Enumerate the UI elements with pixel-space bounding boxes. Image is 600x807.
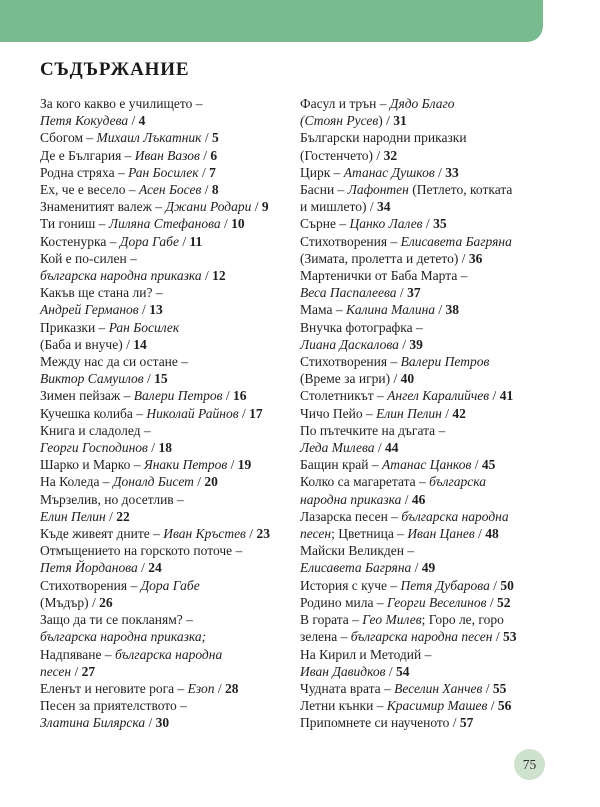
toc-line: Колко са магаретата – българска: [300, 474, 486, 490]
toc-line: Чудната врата – Веселин Ханчев / 55: [300, 680, 507, 696]
toc-line: (Гостенчето) / 32: [300, 147, 398, 163]
toc-line: (Зимата, пролетта и детето) / 36: [300, 250, 483, 266]
toc-line: Майски Великден –: [300, 543, 415, 559]
toc-line: Елин Пелин / 22: [40, 508, 130, 524]
toc-line: Лиана Даскалова / 39: [300, 336, 423, 352]
toc-line: На Коледа – Доналд Бисет / 20: [40, 474, 218, 490]
toc-line: Сърне – Цанко Лалев / 35: [300, 216, 447, 232]
toc-line: (Мъдър) / 26: [40, 594, 113, 610]
toc-line: Надпяване – българска народна: [40, 646, 223, 662]
toc-line: Български народни приказки: [300, 130, 467, 146]
toc-line: Басни – Лафонтен (Петлето, котката: [300, 182, 513, 198]
toc-line: Зимен пейзаж – Валери Петров / 16: [40, 388, 247, 404]
toc-line: Внучка фотографка –: [300, 319, 423, 335]
toc-line: Защо да ти се покланям? –: [40, 612, 193, 628]
toc-line: Песен за приятелството –: [40, 698, 187, 714]
toc-line: Стихотворения – Елисавета Багряна: [300, 233, 512, 249]
page-number-badge: [514, 749, 545, 780]
toc-line: Книга и сладолед –: [40, 422, 151, 438]
toc-line: За кого какво е училището –: [40, 96, 203, 111]
toc-line: Костенурка – Дора Габе / 11: [40, 233, 203, 249]
toc-line: Припомнете си наученото / 57: [300, 715, 474, 731]
toc-line: Иван Давидков / 54: [300, 663, 410, 679]
toc-line: зелена – българска народна песен / 53: [300, 629, 517, 645]
toc-line: В гората – Гео Милев; Горо ле, горо: [300, 612, 504, 628]
toc-line: Сбогом – Михаил Лъкатник / 5: [40, 130, 219, 146]
toc-line: (Време за игри) / 40: [300, 371, 415, 387]
toc-line: По пътечките на дъгата –: [300, 422, 446, 438]
toc-line: Мама – Калина Малина / 38: [300, 302, 460, 318]
toc-line: (Стоян Русев) / 31: [300, 113, 407, 129]
toc-line: Столетникът – Ангел Каралийчев / 41: [300, 388, 514, 404]
toc-line: песен; Цветница – Иван Цанев / 48: [300, 526, 499, 542]
toc-line: Георги Господинов / 18: [40, 440, 172, 456]
toc-line: Елисавета Багряна / 49: [300, 560, 436, 576]
toc-line: Чичо Пейо – Елин Пелин / 42: [300, 405, 466, 421]
page-title: СЪДЪРЖАНИЕ: [40, 59, 190, 80]
toc-line: Стихотворения – Дора Габе: [40, 577, 200, 593]
toc-line: Знаменитият валеж – Джани Родари / 9: [40, 199, 269, 215]
toc-line: Бащин край – Атанас Цанков / 45: [300, 457, 496, 473]
toc-line: Отмъщението на горското поточе –: [40, 543, 243, 559]
toc-line: Шарко и Марко – Янаки Петров / 19: [40, 457, 252, 473]
toc-line: Де е България – Иван Вазов / 6: [40, 147, 218, 163]
page-number: 75: [522, 756, 537, 772]
toc-line: Родино мила – Георги Веселинов / 52: [300, 594, 511, 610]
toc-line: Ех, че е весело – Асен Босев / 8: [40, 182, 219, 198]
toc-line: Фасул и трън – Дядо Благо: [300, 96, 455, 111]
toc-column-left: [40, 95, 300, 732]
toc-line: Приказки – Ран Босилек: [40, 319, 180, 335]
toc-line: българска народна приказка / 12: [40, 268, 226, 284]
toc-line: Леда Милева / 44: [300, 440, 399, 456]
toc-line: Лазарска песен – българска народна: [300, 508, 509, 524]
toc-line: Петя Кокудева / 4: [40, 113, 146, 129]
toc-line: Летни кънки – Красимир Машев / 56: [300, 698, 512, 714]
toc-line: Между нас да си остане –: [40, 354, 189, 370]
toc-line: Мартенички от Баба Марта –: [300, 268, 468, 284]
toc-line: и мишлето) / 34: [300, 199, 391, 215]
toc-line: Кучешка колиба – Николай Райнов / 17: [40, 405, 263, 421]
toc-line: История с куче – Петя Дубарова / 50: [300, 577, 514, 593]
table-of-contents: [40, 95, 572, 732]
toc-line: Къде живеят дните – Иван Кръстев / 23: [40, 526, 270, 542]
toc-line: Мързелив, но досетлив –: [40, 491, 184, 507]
toc-line: Какъв ще стана ли? –: [40, 285, 163, 301]
toc-line: Андрей Германов / 13: [40, 302, 163, 318]
toc-line: Кой е по-силен –: [40, 250, 137, 266]
toc-line: Еленът и неговите рога – Езоп / 28: [40, 680, 239, 696]
toc-line: Веса Паспалеева / 37: [300, 285, 421, 301]
toc-line: Родна стряха – Ран Босилек / 7: [40, 164, 216, 180]
toc-line: българска народна приказка;: [40, 629, 207, 645]
toc-line: (Баба и внуче) / 14: [40, 336, 147, 352]
toc-line: На Кирил и Методий –: [300, 646, 432, 662]
toc-column-right: [300, 95, 572, 732]
toc-line: Цирк – Атанас Душков / 33: [300, 164, 459, 180]
toc-line: песен / 27: [40, 663, 96, 679]
toc-line: Стихотворения – Валери Петров: [300, 354, 490, 370]
toc-line: Виктор Самуилов / 15: [40, 371, 168, 387]
header-green-bar: [0, 0, 543, 42]
toc-line: Златина Билярска / 30: [40, 715, 170, 731]
toc-line: Петя Йорданова / 24: [40, 560, 162, 576]
toc-line: Ти гониш – Лиляна Стефанова / 10: [40, 216, 245, 232]
toc-line: народна приказка / 46: [300, 491, 426, 507]
